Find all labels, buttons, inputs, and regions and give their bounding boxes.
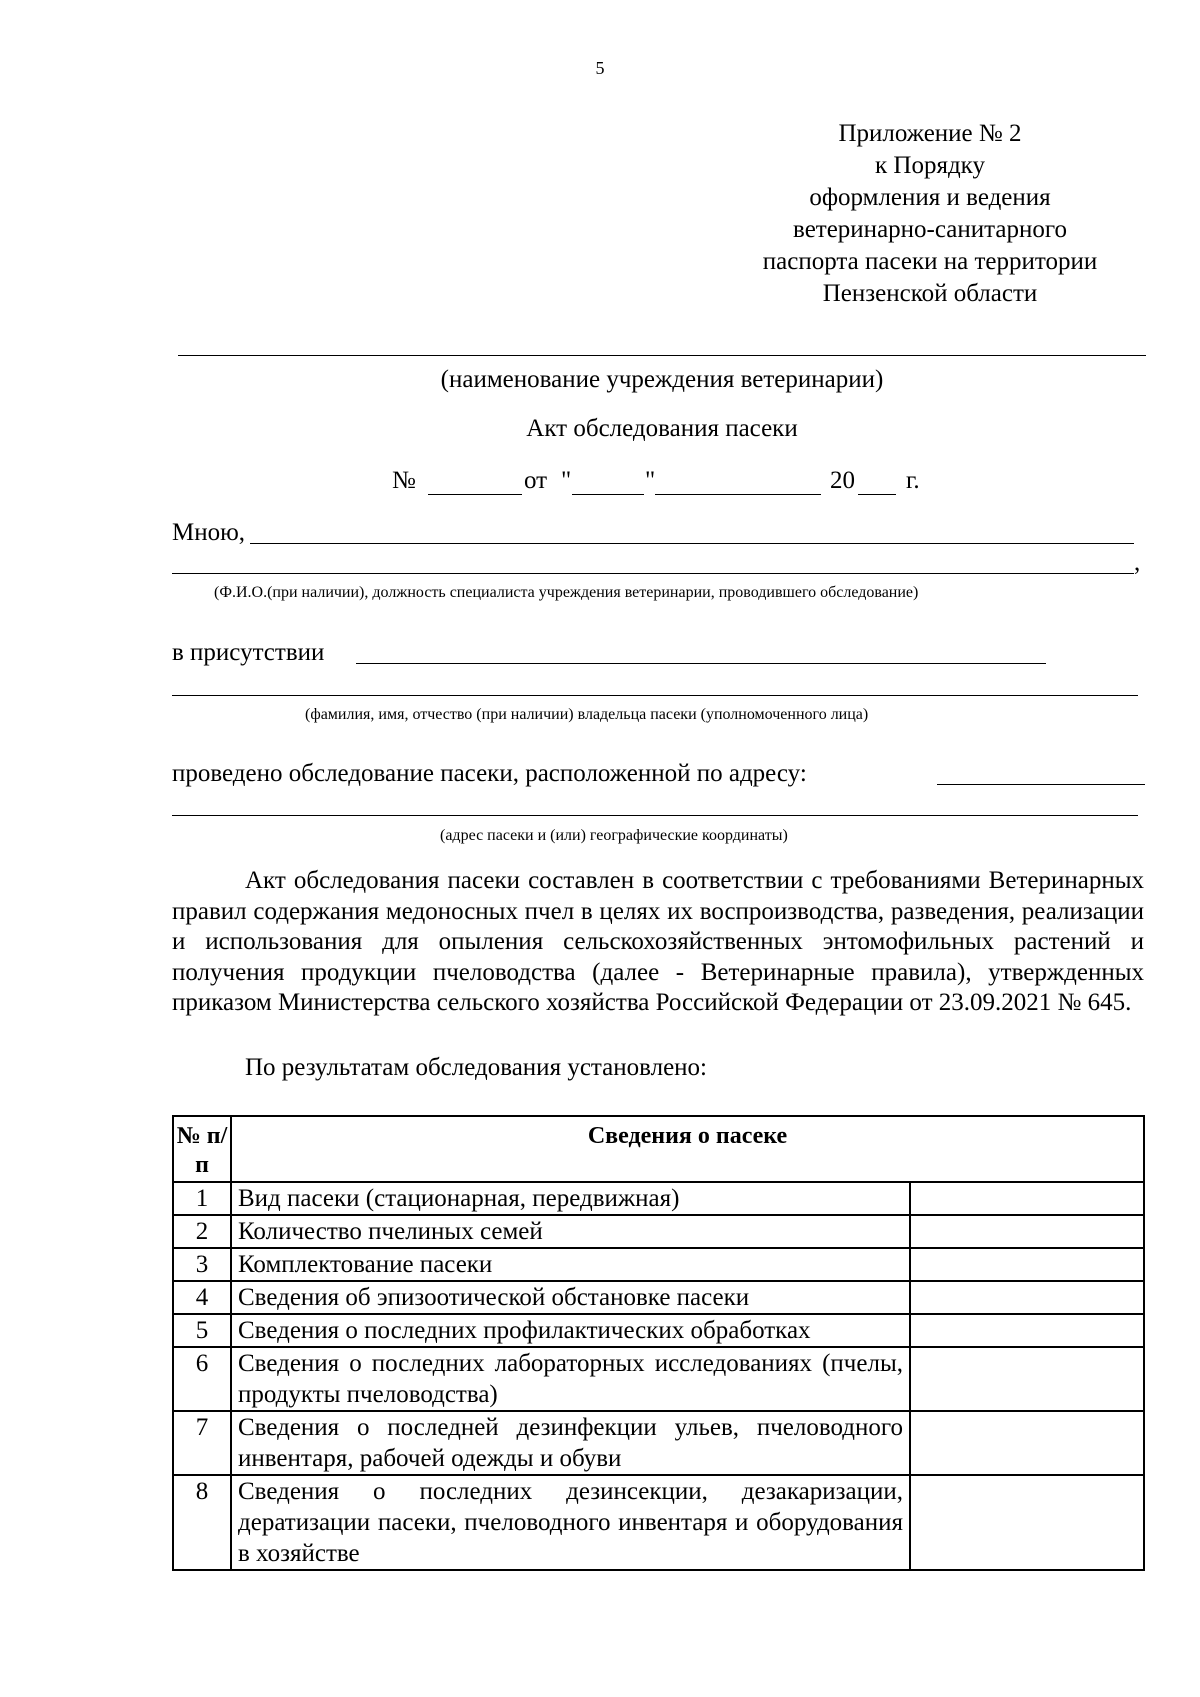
address-caption: (адрес пасеки и (или) географические координаты) (440, 827, 788, 844)
header-info: Сведения о пасеке (231, 1116, 1144, 1182)
row-text: Вид пасеки (стационарная, передвижная) (231, 1182, 910, 1215)
row-text: Сведения о последних дезинсекции, дезакаризации, дератизации пасеки, пчеловодного инвентаря и оборудования в хозяйстве (231, 1475, 910, 1570)
quote-open: " (561, 467, 572, 494)
table-row (173, 1475, 1144, 1570)
row-num: 3 (173, 1248, 231, 1281)
owner-name-field-2[interactable] (172, 695, 1138, 696)
address-field-2[interactable] (172, 815, 1138, 816)
table-row (173, 1182, 1144, 1215)
body-paragraph: Акт обследования пасеки составлен в соответствии с требованиями Ветеринарных правил содержания медоносных пчел в целях их воспроизводства, разведения, реализации и использования для опыления сельскохозяйственных энтомофильных растений и получения продукции пчеловодства (далее - Ветеринарные правила), утвержденных приказом Министерства сельского хозяйства Российской Федерации от 23.09.2021 № 645. (172, 867, 1144, 1017)
date-from-label: от (524, 467, 548, 494)
row-text: Комплектование пасеки (231, 1248, 910, 1281)
row-text: Сведения об эпизоотической обстановке пасеки (231, 1281, 910, 1314)
owner-caption: (фамилия, имя, отчество (при наличии) владельца пасеки (уполномоченного лица) (305, 706, 869, 723)
appendix-line: ветеринарно-санитарного (793, 216, 1067, 243)
mnoyu-label: Мною, (172, 519, 246, 546)
number-sign: № (392, 467, 416, 494)
row-text: Сведения о последних лабораторных исследованиях (пчелы, продукты пчеловодства) (231, 1347, 910, 1411)
row-text: Сведения о последних профилактических обработках (231, 1314, 910, 1347)
institution-caption: (наименование учреждения ветеринарии) (440, 366, 884, 393)
row-num: 7 (173, 1411, 231, 1475)
appendix-line: паспорта пасеки на территории (762, 248, 1098, 275)
act-number-field[interactable] (428, 494, 522, 495)
row-num: 8 (173, 1475, 231, 1570)
specialist-name-field[interactable] (250, 543, 1134, 544)
row-value-cell[interactable] (910, 1248, 1144, 1281)
page-number: 5 (595, 58, 605, 78)
presence-label: в присутствии (172, 639, 325, 666)
appendix-line: к Порядку (875, 152, 985, 179)
header-num: № п/п (173, 1116, 231, 1182)
address-label: проведено обследование пасеки, расположенной по адресу: (172, 760, 807, 787)
row-value-cell[interactable] (910, 1475, 1144, 1570)
comma: , (1134, 549, 1141, 576)
row-num: 6 (173, 1347, 231, 1411)
date-year-field[interactable] (858, 494, 896, 495)
row-text: Сведения о последней дезинфекции ульев, пчеловодного инвентаря, рабочей одежды и обуви (231, 1411, 910, 1475)
date-month-field[interactable] (655, 494, 821, 495)
date-day-field[interactable] (572, 494, 644, 495)
row-num: 5 (173, 1314, 231, 1347)
appendix-line: оформления и ведения (809, 184, 1051, 211)
address-field[interactable] (937, 784, 1145, 785)
table-row (173, 1281, 1144, 1314)
appendix-header (720, 118, 1140, 310)
row-value-cell[interactable] (910, 1314, 1144, 1347)
owner-name-field[interactable] (356, 663, 1046, 664)
specialist-position-field[interactable] (172, 573, 1134, 574)
row-value-cell[interactable] (910, 1281, 1144, 1314)
row-value-cell[interactable] (910, 1182, 1144, 1215)
act-title: Акт обследования пасеки (526, 415, 798, 442)
year-suffix: г. (906, 467, 920, 494)
table-row (173, 1248, 1144, 1281)
row-num: 1 (173, 1182, 231, 1215)
results-line: По результатам обследования установлено: (245, 1054, 707, 1081)
appendix-line: Приложение № 2 (838, 120, 1022, 147)
row-num: 2 (173, 1215, 231, 1248)
row-value-cell[interactable] (910, 1411, 1144, 1475)
year-prefix: 20 (830, 467, 855, 494)
appendix-line: Пензенской области (822, 280, 1038, 307)
table-row (173, 1314, 1144, 1347)
row-num: 4 (173, 1281, 231, 1314)
apiary-info-table (172, 1115, 1145, 1571)
institution-name-line[interactable] (178, 355, 1146, 356)
row-value-cell[interactable] (910, 1347, 1144, 1411)
row-value-cell[interactable] (910, 1215, 1144, 1248)
quote-close: " (645, 467, 656, 494)
table-header-row (173, 1116, 1144, 1182)
specialist-caption: (Ф.И.О.(при наличии), должность специалиста учреждения ветеринарии, проводившего обследование) (214, 584, 919, 601)
table-row (173, 1215, 1144, 1248)
row-text: Количество пчелиных семей (231, 1215, 910, 1248)
table-row (173, 1347, 1144, 1411)
table-row (173, 1411, 1144, 1475)
